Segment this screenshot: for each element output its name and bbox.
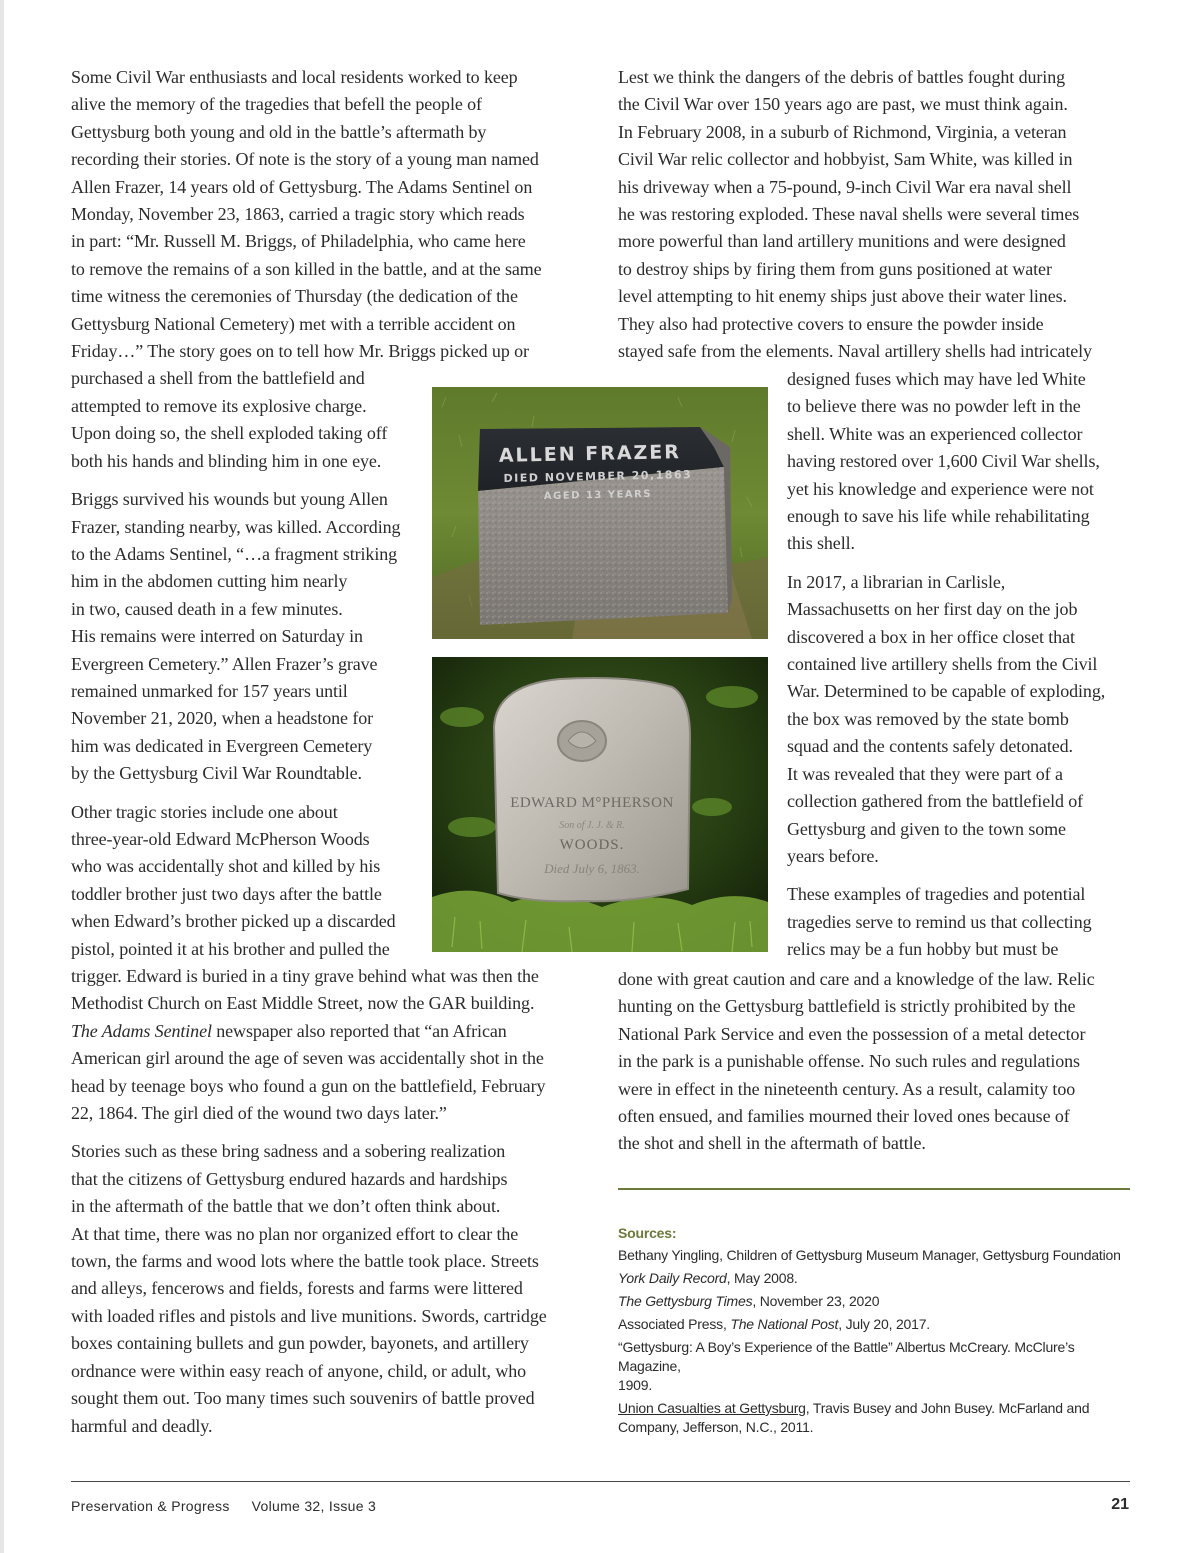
- text-line: In February 2008, in a suburb of Richmond, Virginia, a veteran: [618, 121, 1067, 142]
- text-line: time witness the ceremonies of Thursday (the dedication of the: [71, 286, 518, 307]
- text-line: Monday, November 23, 1863, carried a tragic story which reads: [71, 204, 525, 225]
- text-line: Upon doing so, the shell exploded taking off: [71, 423, 388, 444]
- text-line: It was revealed that they were part of a: [787, 763, 1063, 784]
- woods-parent-engraving: Son of J. J. & R.: [559, 820, 625, 831]
- source-title-link[interactable]: Union Casualties at Gettysburg: [618, 1400, 806, 1416]
- text-line: attempted to remove its explosive charge.: [71, 395, 367, 416]
- paragraph-sam-white: [618, 64, 1133, 365]
- text-line: enough to save his life while rehabilitating: [787, 506, 1090, 527]
- text-line: in part: “Mr. Russell M. Briggs, of Philadelphia, who came here: [71, 231, 526, 252]
- text-line: Other tragic stories include one about: [71, 801, 338, 822]
- frazer-headstone-photo: [432, 387, 768, 639]
- source-detail: , Travis Busey and John Busey. McFarland and: [805, 1400, 1090, 1416]
- text-line: this shell.: [787, 533, 855, 554]
- text-line: relics may be a fun hobby but must be: [787, 939, 1059, 960]
- source-title: The Gettysburg Times: [618, 1293, 753, 1309]
- text-line: collection gathered from the battlefield of: [787, 791, 1084, 812]
- source-entry: [618, 1338, 1138, 1395]
- text-line: At that time, there was no plan nor organized effort to clear the: [71, 1223, 519, 1244]
- source-detail: , November 23, 2020: [752, 1293, 880, 1309]
- text-line: and alleys, fencerows and fields, forests and farms were littered: [71, 1278, 523, 1299]
- text-line: Evergreen Cemetery.” Allen Frazer’s grave: [71, 653, 378, 674]
- text-line: Allen Frazer, 14 years old of Gettysburg. The Adams Sentinel on: [71, 176, 533, 197]
- text-line: remained unmarked for 157 years until: [71, 680, 348, 701]
- frazer-name-engraving: ALLEN FRAZER: [498, 441, 682, 467]
- right-column-lower: [618, 966, 1133, 1158]
- text-line: by the Gettysburg Civil War Roundtable.: [71, 763, 362, 784]
- text-line: Gettysburg National Cemetery) met with a terrible accident on: [71, 313, 516, 334]
- text-line: yet his knowledge and experience were not: [787, 478, 1094, 499]
- text-line: Stories such as these bring sadness and a sobering realization: [71, 1141, 506, 1162]
- text-line: Friday…” The story goes on to tell how Mr. Briggs picked up or: [71, 341, 529, 362]
- source-entry: Bethany Yingling, Children of Gettysburg Museum Manager, Gettysburg Foundation: [618, 1247, 1121, 1263]
- source-line: “Gettysburg: A Boy’s Experience of the Battle” Albertus McCreary. McClure’s Magazine,: [618, 1339, 1075, 1374]
- text-line: he was restoring exploded. These naval shells were several times: [618, 204, 1080, 225]
- source-entry: [618, 1315, 1138, 1334]
- text-line: to believe there was no powder left in the: [787, 396, 1081, 417]
- text-line: with loaded rifles and pistols and live munitions. Swords, cartridge: [71, 1305, 547, 1326]
- text-line: often ensued, and families mourned their loved ones because of: [618, 1106, 1070, 1127]
- source-line: 1909.: [618, 1377, 653, 1393]
- text-line: designed fuses which may have led White: [787, 369, 1086, 389]
- text-line: alive the memory of the tragedies that befell the people of: [71, 94, 482, 115]
- text-line: in the park is a punishable offense. No such rules and regulations: [618, 1051, 1080, 1072]
- text-line: Frazer, standing nearby, was killed. According: [71, 516, 401, 537]
- text-line: Lest we think the dangers of the debris of battles fought during: [618, 67, 1065, 87]
- text-line: shell. White was an experienced collector: [787, 423, 1083, 444]
- text-line: contained live artillery shells from the Civil: [787, 654, 1098, 675]
- source-title: The National Post: [730, 1316, 839, 1332]
- source-title: York Daily Record: [618, 1270, 727, 1286]
- paragraph-conclusion-start: [787, 881, 1137, 963]
- publication-name: Preservation & Progress: [71, 1498, 230, 1514]
- text-line: having restored over 1,600 Civil War shells,: [787, 451, 1100, 472]
- paragraph-carlisle: [787, 569, 1137, 870]
- text-fragment: newspaper also reported that “an African: [211, 1020, 507, 1041]
- volume-issue: Volume 32, Issue 3: [251, 1498, 377, 1514]
- text-line: recording their stories. Of note is the story of a young man named: [71, 149, 539, 170]
- footer-divider: [71, 1481, 1130, 1482]
- text-line: Civil War relic collector and hobbyist, Sam White, was killed in: [618, 149, 1073, 170]
- source-detail: , July 20, 2017.: [838, 1316, 930, 1332]
- frazer-date-engraving: DIED NOVEMBER 20,1863: [503, 468, 693, 485]
- text-line: trigger. Edward is buried in a tiny grave behind what was then the: [71, 966, 539, 986]
- text-line: They also had protective covers to ensure the powder inside: [618, 313, 1044, 334]
- text-line: discovered a box in her office closet that: [787, 626, 1075, 647]
- text-line: Massachusetts on her first day on the job: [787, 599, 1078, 620]
- text-line: American girl around the age of seven was accidentally shot in the: [71, 1048, 544, 1069]
- text-line: level attempting to hit enemy ships just above their water lines.: [618, 286, 1067, 307]
- right-column-top: [618, 64, 1133, 365]
- paragraph-sam-white-cont: [787, 366, 1137, 558]
- text-line: to destroy ships by firing them from guns positioned at water: [618, 258, 1052, 279]
- text-line: his driveway when a 75-pound, 9-inch Civil War era naval shell: [618, 176, 1072, 197]
- text-line: His remains were interred on Saturday in: [71, 626, 363, 647]
- text-line: both his hands and blinding him in one eye.: [71, 450, 382, 471]
- sources-list: [618, 1224, 1138, 1441]
- text-line: squad and the contents safely detonated.: [787, 736, 1073, 757]
- footer-publication-info: [71, 1498, 376, 1514]
- text-line: the box was removed by the state bomb: [787, 708, 1069, 729]
- text-line: Gettysburg and given to the town some: [787, 818, 1066, 839]
- text-line: in two, caused death in a few minutes.: [71, 598, 343, 619]
- page-edge: [0, 0, 4, 1553]
- text-line: that the citizens of Gettysburg endured hazards and hardships: [71, 1168, 508, 1189]
- text-line: him was dedicated in Evergreen Cemetery: [71, 735, 373, 756]
- text-line: three-year-old Edward McPherson Woods: [71, 828, 370, 849]
- text-line: Methodist Church on East Middle Street, now the GAR building.: [71, 993, 535, 1014]
- text-line: 22, 1864. The girl died of the wound two days later.”: [71, 1103, 447, 1124]
- text-line: ordnance were within easy reach of anyone, child, or adult, who: [71, 1360, 527, 1381]
- text-line: done with great caution and care and a knowledge of the law. Relic: [618, 969, 1095, 989]
- text-line: purchased a shell from the battlefield and: [71, 368, 365, 389]
- text-line: harmful and deadly.: [71, 1415, 213, 1436]
- text-line: when Edward’s brother picked up a discarded: [71, 911, 396, 932]
- text-line: National Park Service and even the possession of a metal detector: [618, 1023, 1086, 1044]
- text-line: years before.: [787, 845, 879, 866]
- text-line: the Civil War over 150 years ago are past, we must think again.: [618, 94, 1068, 115]
- text-line: pistol, pointed it at his brother and pulled the: [71, 938, 390, 959]
- text-line: boxes containing bullets and gun powder, bayonets, and artillery: [71, 1333, 529, 1354]
- source-line: [618, 1399, 1138, 1418]
- text-line: in the aftermath of the battle that we don’t often think about.: [71, 1196, 501, 1217]
- source-entry: [618, 1399, 1138, 1437]
- text-line: Briggs survived his wounds but young Allen: [71, 489, 388, 510]
- text-line: to remove the remains of a son killed in the battle, and at the same: [71, 258, 542, 279]
- source-line: Company, Jefferson, N.C., 2011.: [618, 1419, 814, 1435]
- text-line: to the Adams Sentinel, “…a fragment striking: [71, 543, 398, 564]
- woods-name-engraving: EDWARD M°PHERSON: [510, 795, 674, 811]
- source-detail: Associated Press,: [618, 1316, 731, 1332]
- right-column-narrow: [787, 366, 1137, 964]
- text-line: more powerful than land artillery munitions and were designed: [618, 231, 1066, 252]
- text-line: town, the farms and wood lots where the battle took place. Streets: [71, 1251, 539, 1272]
- source-entry: [618, 1269, 1138, 1288]
- text-line: toddler brother just two days after the battle: [71, 883, 382, 904]
- text-line: sought them out. Too many times such souvenirs of battle proved: [71, 1388, 535, 1409]
- page-number: 21: [1111, 1496, 1129, 1513]
- text-line: Gettysburg both young and old in the battle’s aftermath by: [71, 121, 487, 142]
- text-line: These examples of tragedies and potential: [787, 884, 1086, 905]
- paragraph-hazards: [71, 1138, 591, 1439]
- paragraph-conclusion: [618, 966, 1133, 1158]
- woods-date-engraving: Died July 6, 1863.: [544, 861, 640, 876]
- woods-headstone-photo: [432, 657, 768, 952]
- woods-surname-engraving: WOODS.: [559, 837, 625, 853]
- text-line: head by teenage boys who found a gun on the battlefield, February: [71, 1075, 546, 1096]
- source-entry: [618, 1292, 1138, 1311]
- text-line: hunting on the Gettysburg battlefield is strictly prohibited by the: [618, 996, 1076, 1017]
- newspaper-title: The Adams Sentinel: [71, 1020, 212, 1041]
- text-line: him in the abdomen cutting him nearly: [71, 571, 348, 592]
- text-line: In 2017, a librarian in Carlisle,: [787, 571, 1006, 592]
- text-line: tragedies serve to remind us that collecting: [787, 911, 1092, 932]
- source-detail: , May 2008.: [726, 1270, 798, 1286]
- frazer-age-engraving: AGED 13 YEARS: [543, 488, 653, 503]
- text-line: November 21, 2020, when a headstone for: [71, 708, 374, 729]
- text-line: Some Civil War enthusiasts and local residents worked to keep: [71, 67, 518, 87]
- sources-heading: Sources:: [618, 1225, 677, 1241]
- text-line: were in effect in the nineteenth century. As a result, calamity too: [618, 1078, 1076, 1099]
- text-line: stayed safe from the elements. Naval artillery shells had intricately: [618, 341, 1092, 362]
- text-line: War. Determined to be capable of exploding,: [787, 681, 1106, 702]
- sources-divider: [618, 1188, 1130, 1190]
- text-line: who was accidentally shot and killed by his: [71, 856, 381, 877]
- text-line: [71, 1018, 591, 1045]
- text-line: the shot and shell in the aftermath of battle.: [618, 1133, 926, 1154]
